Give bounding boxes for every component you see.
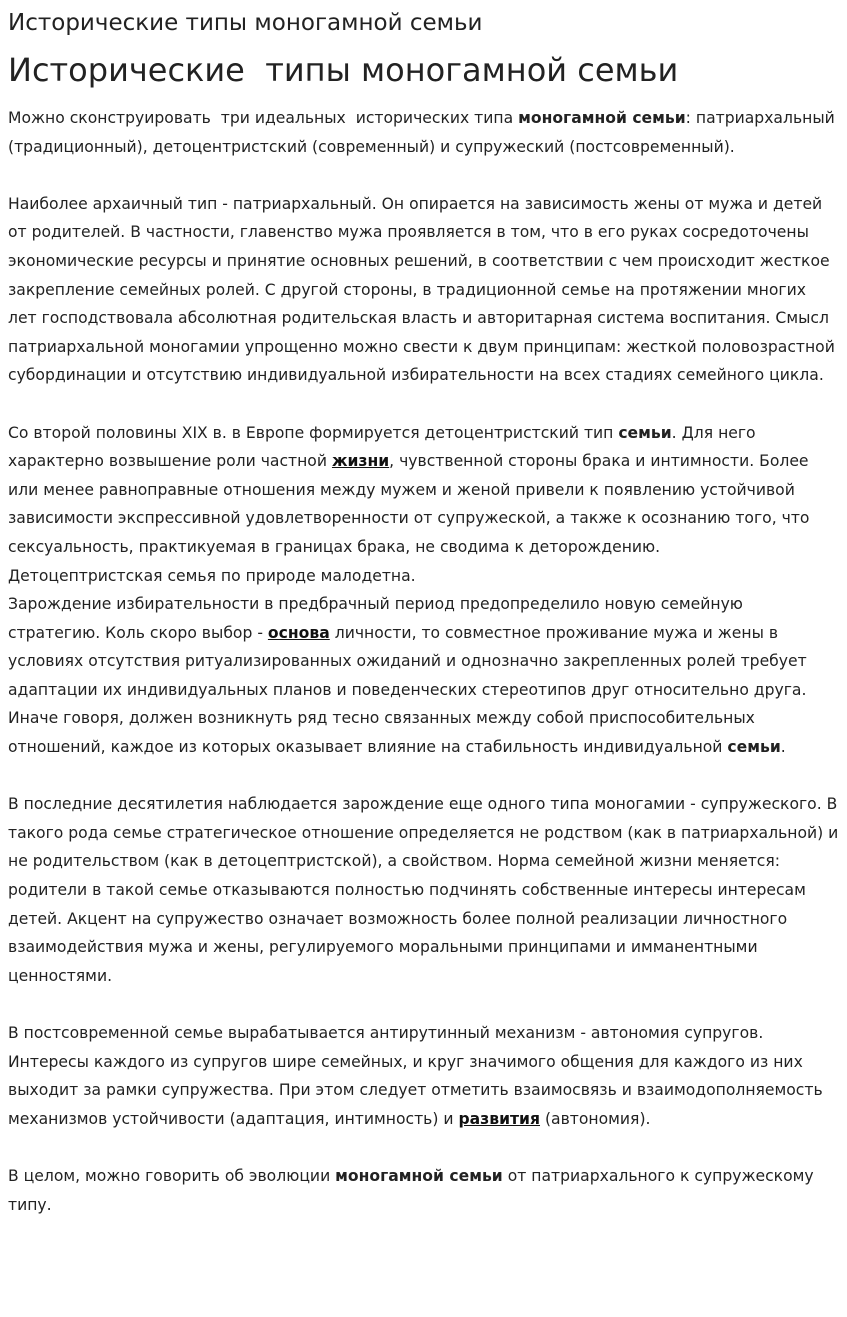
text: В целом, можно говорить об эволюции — [8, 1166, 336, 1185]
article-title: Исторические типы моногамной семьи — [8, 51, 679, 89]
text: , чувственной стороны брака и интимности. Более или менее равноправные отношения между мужем и женой привели к появлению устойчивой зависимости экспрессивной удовлетворенности от супружеской, а также к осознанию того, что сексуальность, практикуемая в границах брака, не сводима к деторождению. — [8, 452, 815, 556]
link-osnova[interactable]: основа — [267, 623, 330, 642]
paragraph-conclusion — [8, 1162, 839, 1219]
paragraph-patriarchal: Наиболее архаичный тип - патриархальный. Он опирается на зависимость жены от мужа и детей от родителей. В частности, главенство мужа проявляется в том, что в его руках сосредоточены экономические ресурсы и принятие основных решений, в соответствии с чем происходит жесткое закрепление семейных ролей. С другой стороны, в традиционной семье на протяжении многих лет господствовала абсолютная родительская власть и авторитарная система воспитания. Смысл патриархальной моногамии упрощенно можно свести к двум принципам: жесткой половозрастной субординации и отсутствию индивидуальной избирательности на всех стадиях семейного цикла. — [8, 194, 840, 385]
bold-term: моногамной семьи — [518, 109, 686, 127]
paragraph-child-centered — [8, 419, 839, 562]
text: . Для него характерно возвышение роли частной — [8, 423, 761, 471]
text: : патриархальный (традиционный), детоцентристский (современный) и супружеский (постсовременный). — [8, 109, 840, 156]
paragraph-selectivity — [8, 590, 839, 762]
paragraph-conjugal: В последние десятилетия наблюдается зарождение еще одного типа моногамии - супружеского. В такого рода семье стратегическое отношение определяется не родством (как в патриархальной) и не родительством (как в детоцептристской), а свойством. Норма семейной жизни меняется: родители в такой семье отказываются полностью подчинять собственные интересы интересам детей. Акцент на супружество означает возможность более полной реализации личностного взаимодействия мужа и жены, регулируемого моральными принципами и имманентными ценностями. — [8, 795, 844, 985]
paragraph-gap — [8, 762, 839, 791]
text: . — [780, 738, 786, 757]
paragraph-gap — [8, 990, 839, 1019]
bold-term: моногамной семьи — [335, 1166, 503, 1185]
link-zhizni[interactable]: жизни — [331, 452, 390, 471]
paragraph-intro — [8, 104, 839, 161]
paragraph-postmodern — [8, 1019, 839, 1133]
text: Можно сконструировать три идеальных исторических типа — [8, 109, 519, 127]
text: Зарождение избирательности в предбрачный период предопределило новую семейную стратегию. Коль скоро выбор - — [8, 595, 748, 642]
bold-term: семьи — [727, 738, 781, 757]
text: личности, то совместное проживание мужа и жены в условиях отсутствия ритуализированных ожиданий и однозначно закрепленных ролей требует адаптации их индивидуальных планов и поведенческих стереотипов друг относительно друга. Иначе говоря, должен возникнуть ряд тесно связанных между собой приспособительных отношений, каждое из которых оказывает влияние на стабильность индивидуальной — [8, 623, 812, 757]
text: В постсовременной семье вырабатывается антирутинный механизм - автономия супругов. Интересы каждого из супругов шире семейных, и круг значимого общения для каждого из них выходит за рамки супружества. При этом следует отметить взаимосвязь и взаимодополняемость механизмов устойчивости (адаптация, интимность) и — [8, 1024, 828, 1128]
link-razvitiya[interactable]: развития — [458, 1109, 541, 1128]
paragraph-gap — [8, 1133, 839, 1162]
paragraph-gap — [8, 161, 839, 190]
text: Со второй половины XIX в. в Европе формируется детоцентристский тип — [8, 423, 619, 442]
paragraph-child-centered-note: Детоцептристская семья по природе малодетна. — [8, 566, 416, 585]
text: от патриархального к супружескому типу. — [8, 1166, 819, 1214]
paragraph-gap — [8, 390, 839, 419]
text: (автономия). — [540, 1109, 651, 1128]
bold-term: семьи — [618, 423, 672, 442]
window-title: Исторические типы моногамной семьи — [8, 10, 483, 36]
